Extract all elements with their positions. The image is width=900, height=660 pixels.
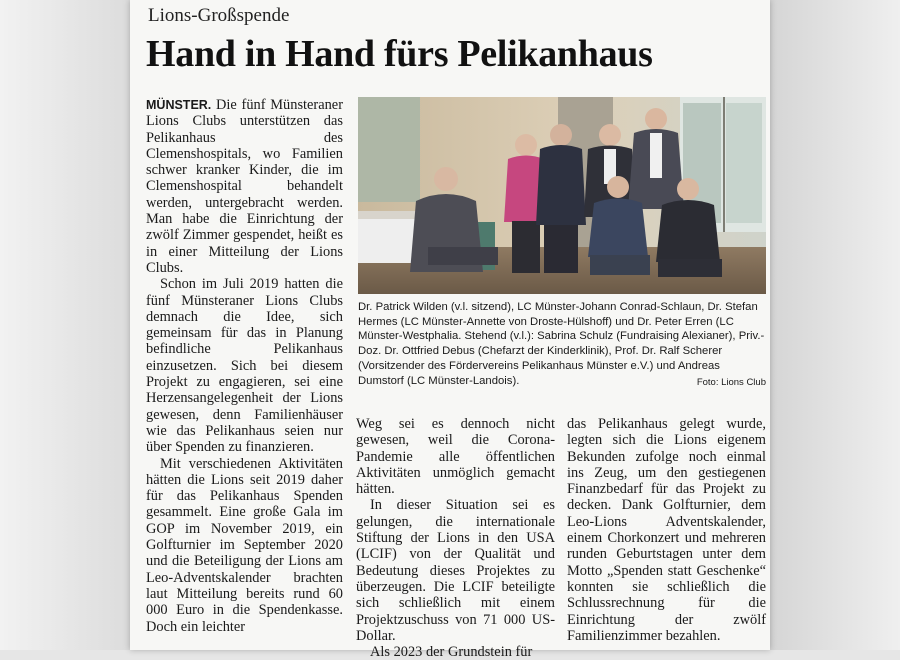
group-photo [358,97,766,294]
article-column-3 [567,416,766,650]
paragraph: Als 2023 der Grundstein für [370,644,533,660]
article-column-1 [146,97,343,650]
photo-credit: Foto: Lions Club [696,376,766,388]
article-photo [358,97,766,294]
background-left [0,0,130,650]
background-right [770,0,900,650]
paragraph: In dieser Situation sei es gelungen, die internationale Stiftung der Lions in den USA (LCIF) von der Qualität und Bedeutung dieses Projektes zu überzeugen. Die LCIF beteiligte sich schließlich mit einem Projektzuschuss von 71 000 US-Dollar. [356,497,555,644]
paragraph: Mit verschiedenen Aktivitäten hätten die Lions seit 2019 daher für das Pelikanhaus Spenden gesammelt. Eine große Gala im GOP im November 2019, ein Golfturnier im September 2020 und die Beteiligung der Lions am Leo-Adventskalender brachten laut Mitteilung bereits rund 60 000 Euro in die Spendenkasse. Doch ein leichter [146,455,343,635]
article-headline: Hand in Hand fürs Pelikanhaus [146,33,653,75]
dateline: MÜNSTER. [146,98,212,112]
paragraph: Schon im Juli 2019 hatten die fünf Münsteraner Lions Clubs demnach die Idee, sich gemeinsam für das in Planung befindliche Pelikanhaus einzusetzen. Sich bei diesem Projekt zu engagieren, sei eine Herzensangelegenheit der Lions gewesen, denn Familienhäuser wie das Pelikanhaus seien nur über Spenden zu finanzieren. [146,276,343,456]
photo-caption [358,300,766,390]
newspaper-page [130,0,770,660]
article-column-2 [356,416,555,660]
paragraph: Weg sei es dennoch nicht gewesen, weil die Corona-Pandemie alle öffentlichen Aktivitäten unmöglich gemacht hätten. [356,416,555,498]
paragraph-text: Die fünf Münsteraner Lions Clubs unterstützen das Pelikanhaus des Clemenshospitals, wo Familien schwer kranker Kinder, die im Clemenshospital behandelt werden, untergebracht werden. Man habe die Einrichtung der zwölf Zimmer gespendet, heißt es in einer Mitteilung der Lions Clubs. [146,97,343,276]
caption-text: Dr. Patrick Wilden (v.l. sitzend), LC Münster-Johann Conrad-Schlaun, Dr. Stefan Hermes (LC Münster-Annette von Droste-Hülshoff) und Dr. Peter Erren (LC Münster-Westphalia. Stehend (v.l.): Sabrina Schulz (Fundraising Alexianer), Priv.-Doz. Dr. Ottfried Debus (Chefarzt der Kinderklinik), Prof. Dr. Ralf Scherer (Vorsitzender des Fördervereins Pelikanhaus Münster e.V.) und Andreas Dumstorf (LC Münster-Landois). [358,301,765,387]
paragraph [146,97,343,276]
paragraph: das Pelikanhaus gelegt wurde, legten sich die Lions eigenem Bekunden zufolge noch einmal ins Zeug, um den gestiegenen Finanzbedarf für das Projekt zu decken. Dank Golfturnier, dem Leo-Lions Adventskalender, einem Chorkonzert und mehreren runden Geburtstagen unter dem Motto „Spenden statt Geschenke“ konnten sie schließlich die Schlussrechnung für die Einrichtung der zwölf Familienzimmer bezahlen. [567,416,766,644]
article-kicker: Lions-Großspende [148,5,290,26]
